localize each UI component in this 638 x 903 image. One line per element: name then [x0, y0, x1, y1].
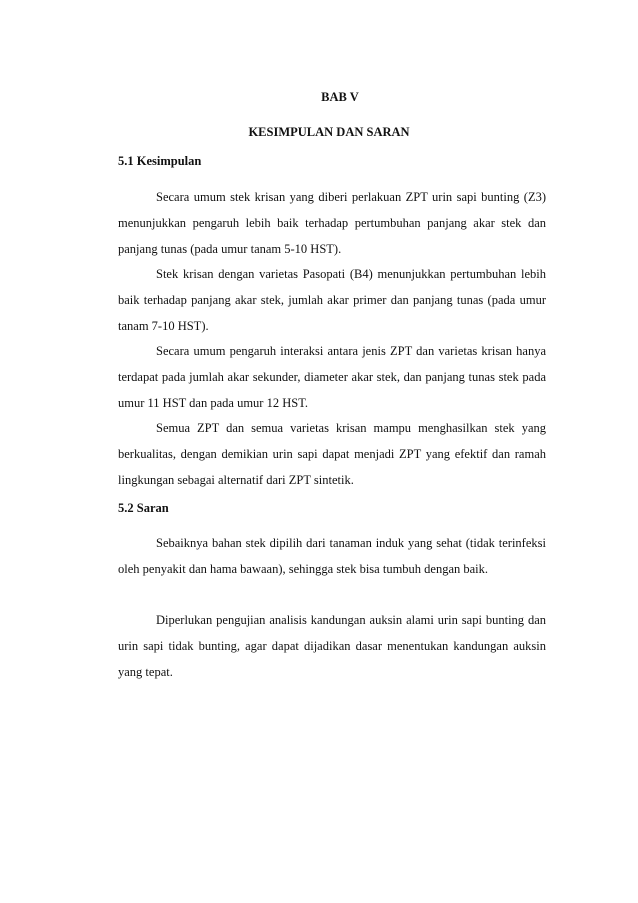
paragraph: Semua ZPT dan semua varietas krisan mampu menghasilkan stek yang berkualitas, dengan demikian urin sapi dapat menjadi ZPT yang efektif dan ramah lingkungan sebagai alternatif dari ZPT sintetik.	[118, 421, 546, 487]
chapter-title: KESIMPULAN DAN SARAN	[248, 125, 410, 139]
paragraph: Secara umum pengaruh interaksi antara jenis ZPT dan varietas krisan hanya terdapat pada jumlah akar sekunder, diameter akar stek, dan panjang tunas stek pada umur 11 HST dan pada umur 12 HST.	[118, 344, 546, 410]
paragraph: Diperlukan pengujian analisis kandungan auksin alami urin sapi bunting dan urin sapi tidak bunting, agar dapat dijadikan dasar menentukan kandungan auksin yang tepat.	[118, 613, 546, 679]
paragraph: Sebaiknya bahan stek dipilih dari tanaman induk yang sehat (tidak terinfeksi oleh penyakit dan hama bawaan), sehingga stek bisa tumbuh dengan baik.	[118, 536, 546, 576]
section-heading-kesimpulan: 5.1 Kesimpulan	[118, 154, 202, 168]
paragraph: Secara umum stek krisan yang diberi perlakuan ZPT urin sapi bunting (Z3) menunjukkan pengaruh lebih baik terhadap pertumbuhan panjang akar stek dan panjang tunas (pada umur tanam 5-10 HST).	[118, 190, 546, 256]
paragraph: Stek krisan dengan varietas Pasopati (B4) menunjukkan pertumbuhan lebih baik terhadap panjang akar stek, jumlah akar primer dan panjang tunas (pada umur tanam 7-10 HST).	[118, 267, 546, 333]
chapter-label: BAB V	[321, 90, 359, 104]
section-heading-saran: 5.2 Saran	[118, 501, 169, 515]
